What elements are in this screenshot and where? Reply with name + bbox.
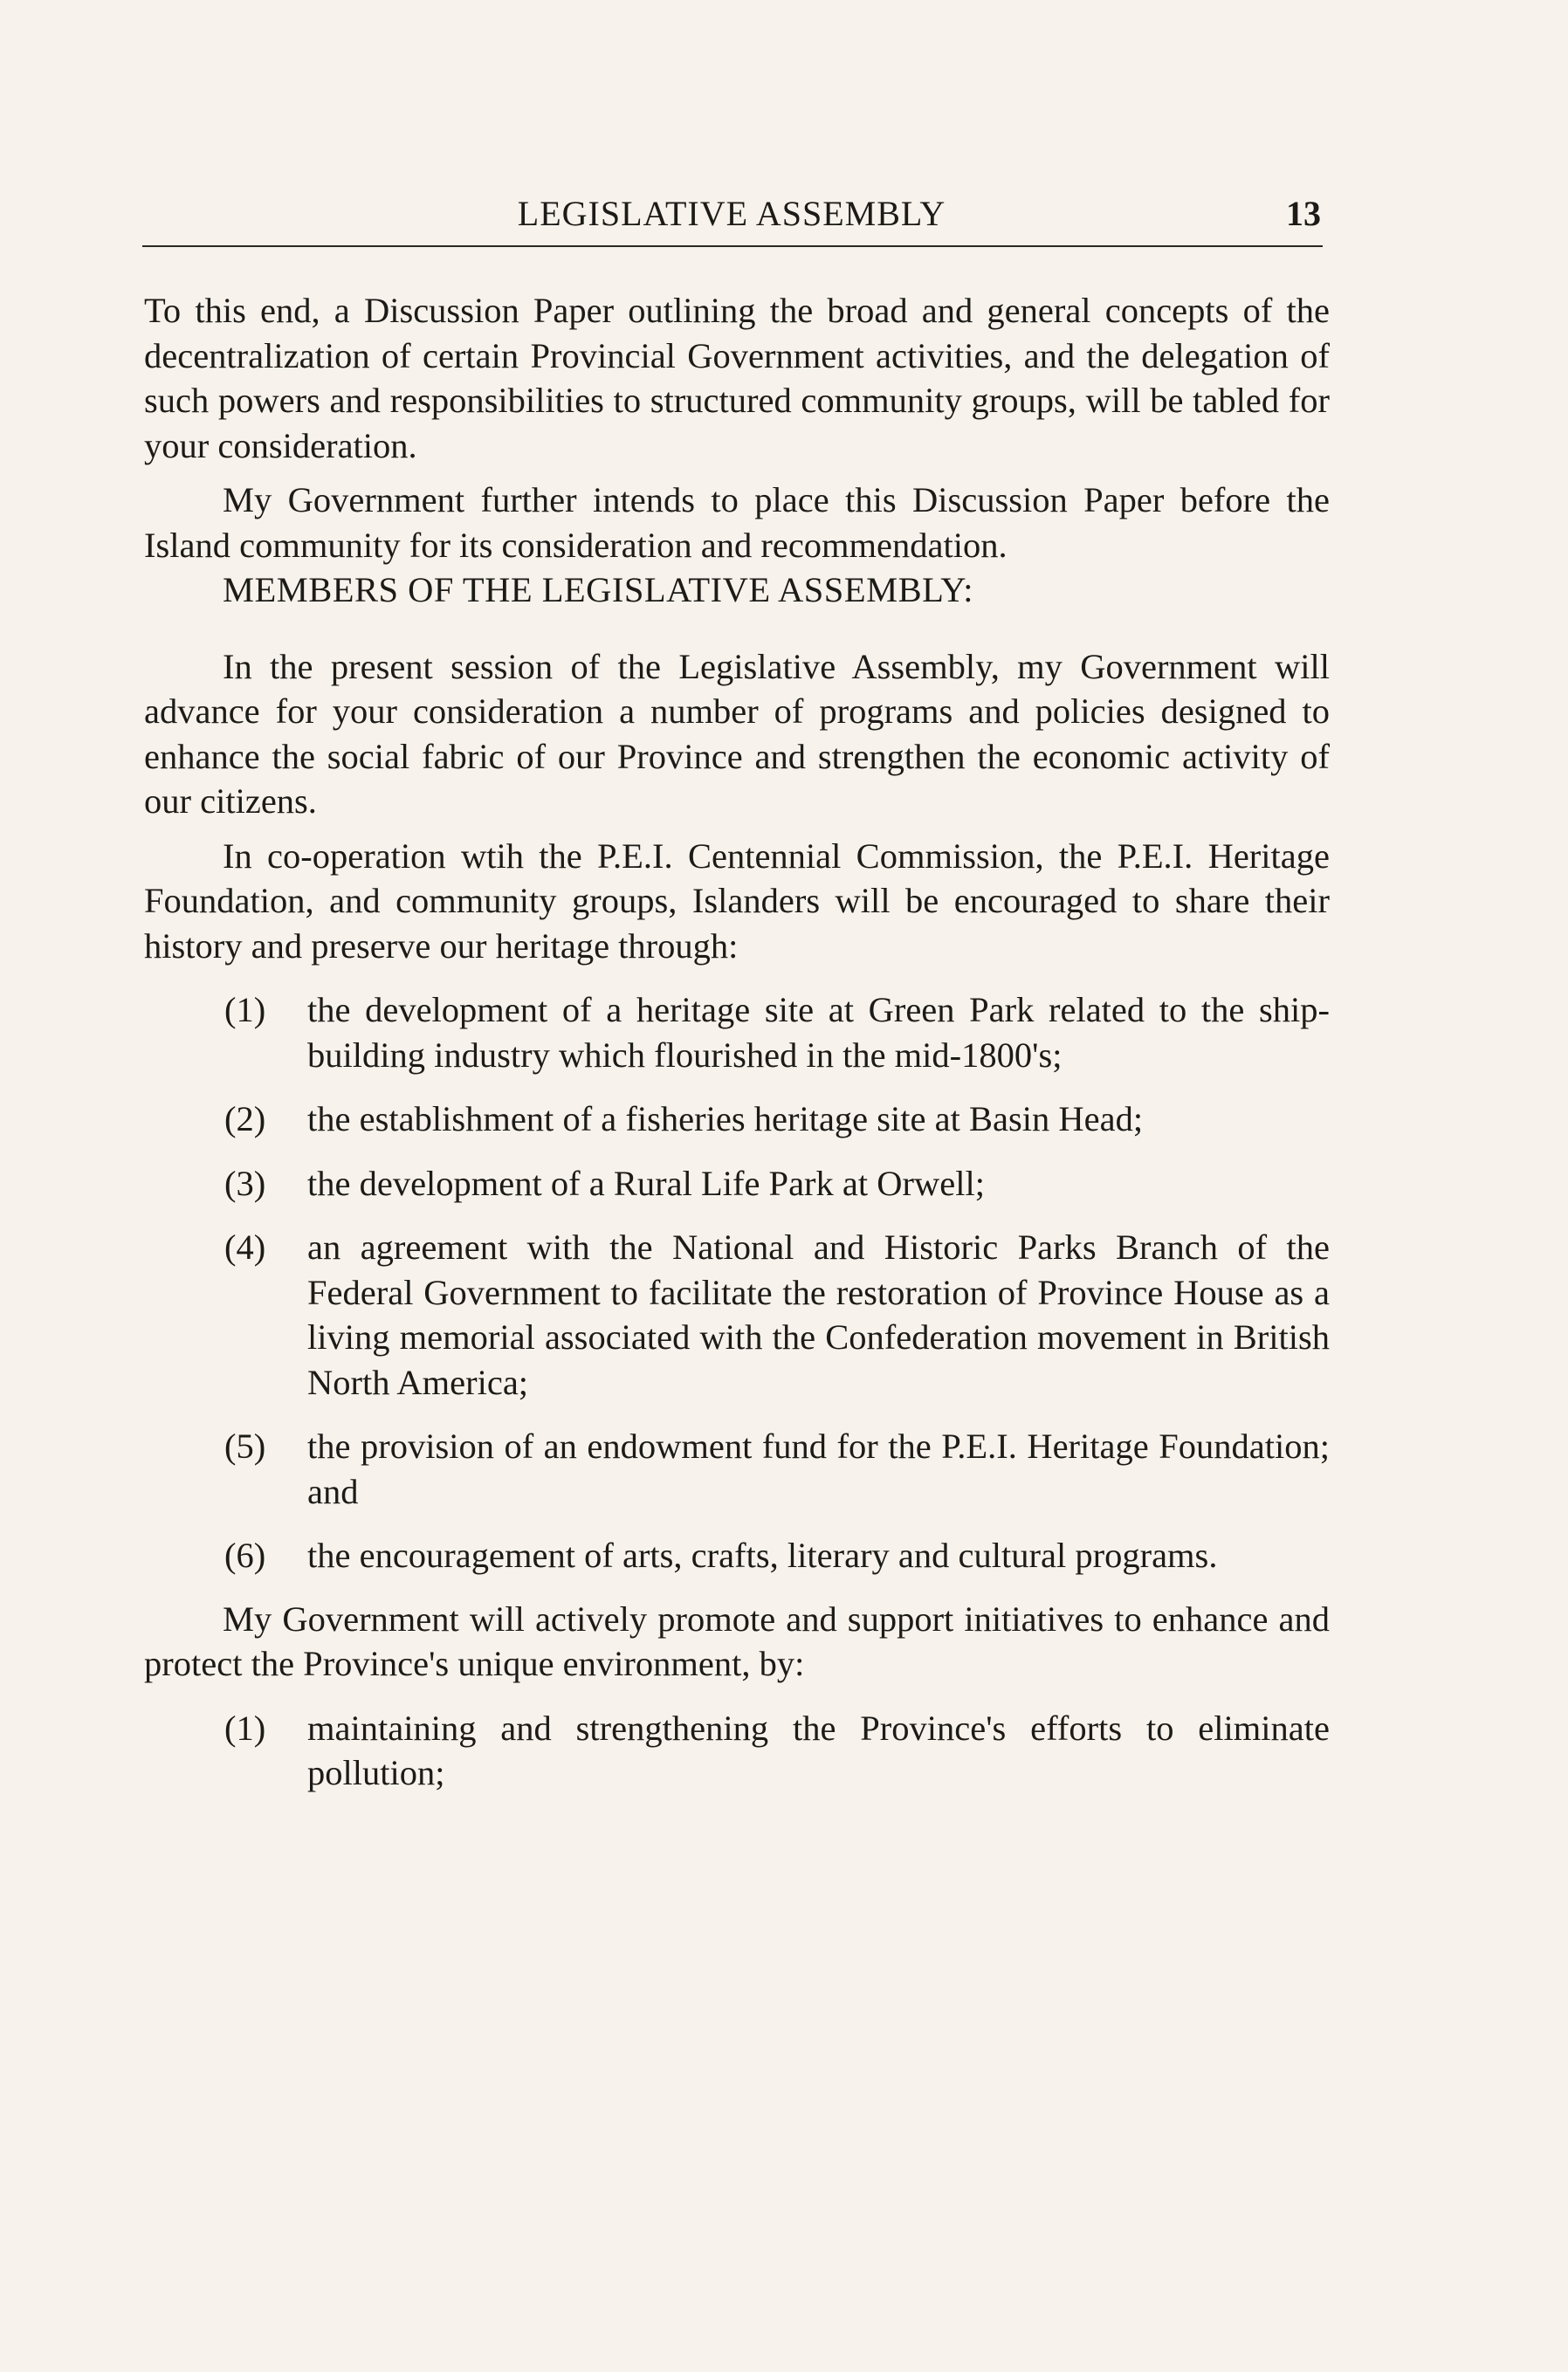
list-item-number: (6) — [224, 1536, 266, 1575]
list-item-text: an agreement with the National and Historic Parks Branch of the Federal Government to facilitate the restoration of Province House as a living memorial associated with the Confederation movement in British North America; — [307, 1227, 1330, 1402]
list-item-number: (2) — [224, 1099, 266, 1138]
paragraph-present-session: In the present session of the Legislative Assembly, my Government will advance for your consideration a number of programs and policies designed to enhance the social fabric of our Province and strengthen the economic activity of our citizens. — [144, 646, 1330, 821]
list-item-text: the establishment of a fisheries heritage site at Basin Head; — [307, 1099, 1144, 1138]
list-item-number: (4) — [224, 1227, 266, 1267]
page-number: 13 — [1286, 194, 1321, 233]
list-item — [144, 1424, 1330, 1514]
list-item — [144, 1533, 1330, 1578]
environment-list — [144, 1706, 1330, 1796]
list-item — [144, 1706, 1330, 1796]
heritage-list — [144, 987, 1330, 1578]
paragraph-environment-intro: My Government will actively promote and support initiatives to enhance and protect the Province's unique environment, by: — [144, 1599, 1330, 1683]
section-heading: MEMBERS OF THE LEGISLATIVE ASSEMBLY: — [223, 570, 974, 609]
page-header — [142, 186, 1321, 247]
list-item-number: (3) — [224, 1163, 266, 1203]
list-item-text: the encouragement of arts, crafts, literary and cultural programs. — [307, 1536, 1218, 1575]
list-item — [144, 1161, 1330, 1207]
list-item — [144, 987, 1330, 1077]
list-item — [144, 1097, 1330, 1142]
list-item-text: maintaining and strengthening the Province's efforts to eliminate pollution; — [307, 1708, 1330, 1792]
list-item — [144, 1225, 1330, 1405]
header-rule — [142, 245, 1323, 247]
list-item-number: (1) — [224, 1708, 266, 1748]
list-item-text: the development of a Rural Life Park at Orwell; — [307, 1163, 985, 1203]
list-item-number: (1) — [224, 990, 266, 1029]
paragraph-discussion-paper: To this end, a Discussion Paper outlining the broad and general concepts of the decentralization of certain Provincial Government activities, and the delegation of such powers and responsibilities to structured community groups, will be tabled for your consideration. — [144, 291, 1330, 465]
body-text — [144, 288, 1330, 1796]
list-item-text: the development of a heritage site at Green Park related to the ship-building industry which flourished in the mid-1800's; — [307, 990, 1330, 1075]
running-head: LEGISLATIVE ASSEMBLY — [517, 194, 946, 233]
paragraph-island-community: My Government further intends to place this Discussion Paper before the Island community for its consideration and recommendation. — [144, 480, 1330, 565]
list-item-number: (5) — [224, 1427, 266, 1466]
list-item-text: the provision of an endowment fund for the P.E.I. Heritage Foundation; and — [307, 1427, 1330, 1511]
paragraph-heritage-intro: In co-operation wtih the P.E.I. Centennial Commission, the P.E.I. Heritage Foundation, and community groups, Islanders will be encouraged to share their history and preserve our heritage through: — [144, 835, 1330, 966]
